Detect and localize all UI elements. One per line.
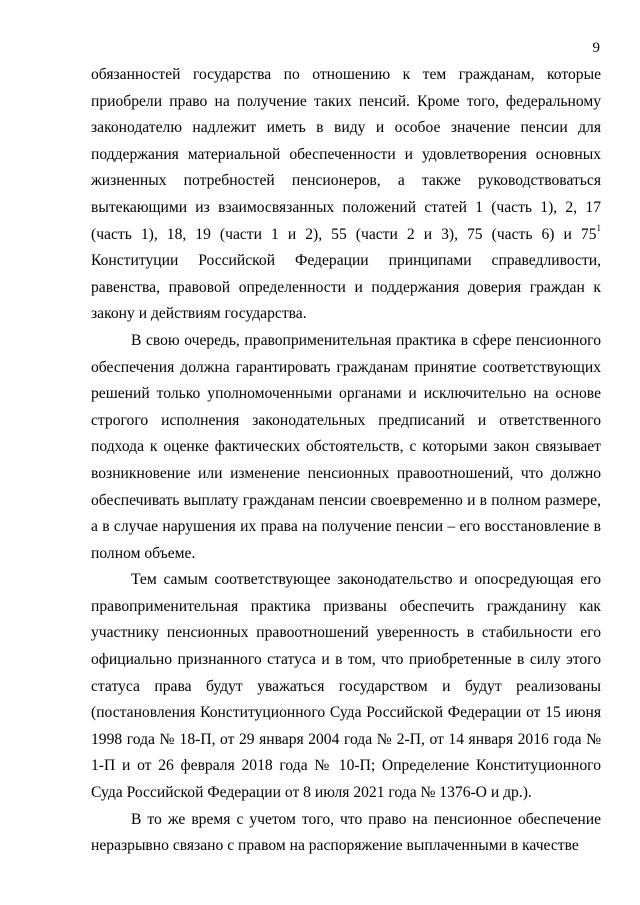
paragraph-law-enforcement-practice: В свою очередь, правоприменительная практика в сфере пенсионного обеспечения должна гарантировать гражданам принятие соответствующих решений только уполномоченными органами и исключительно на основе строгого исполнения законодательных предписаний и ответственного подхода к оценке фактических обстоятельств, с которыми закон связывает возникновение или изменение пенсионных правоотношений, что должно обеспечивать выплату гражданам пенсии своевременно и в полном размере, а в случае нарушения их права на получение пенсии – его восстановление в полном объеме.: [91, 331, 601, 562]
page-number: 9: [592, 40, 600, 56]
paragraph-text-continued: Конституции Российской Федерации принципами справедливости, равенства, правовой определенности и поддержания доверия граждан к закону и действиям государства.: [91, 252, 601, 323]
superscript-article-number: 1: [596, 223, 601, 234]
paragraph-legal-certainty: Тем самым соответствующее законодательство и опосредующая его правоприменительная практика призваны обеспечить гражданину как участнику пенсионных правоотношений уверенность в стабильности его официально признанного статуса и в том, что приобретенные в силу этого статуса права будут уважаться государством и будут реализованы (постановления Конституционного Суда Российской Федерации от 15 июня 1998 года № 18-П, от 29 января 2004 года № 2-П, от 14 января 2016 года № 1-П и от 26 февраля 2018 года № 10-П; Определение Конституционного Суда Российской Федерации от 8 июля 2021 года № 1376-О и др.).: [91, 571, 601, 802]
paragraph-right-to-dispose: В то же время с учетом того, что право на пенсионное обеспечение неразрывно связано с правом на распоряжение выплаченными в качестве: [91, 810, 601, 855]
paragraph-text: обязанностей государства по отношению к тем гражданам, которые приобрели право на получение таких пенсий. Кроме того, федеральному законодателю надлежит иметь в виду и особое значение пенсии для поддержания материальной обеспеченности и удовлетворения основных жизненных потребностей пенсионеров, а также руководствоваться вытекающими из взаимосвязанных положений статей 1 (часть 1), 2, 17 (часть 1), 18, 19 (части 1 и 2), 55 (части 2 и 3), 75 (часть 6) и 75: [91, 66, 601, 243]
paragraph-pension-obligations: [91, 62, 601, 328]
document-body: [91, 62, 601, 860]
